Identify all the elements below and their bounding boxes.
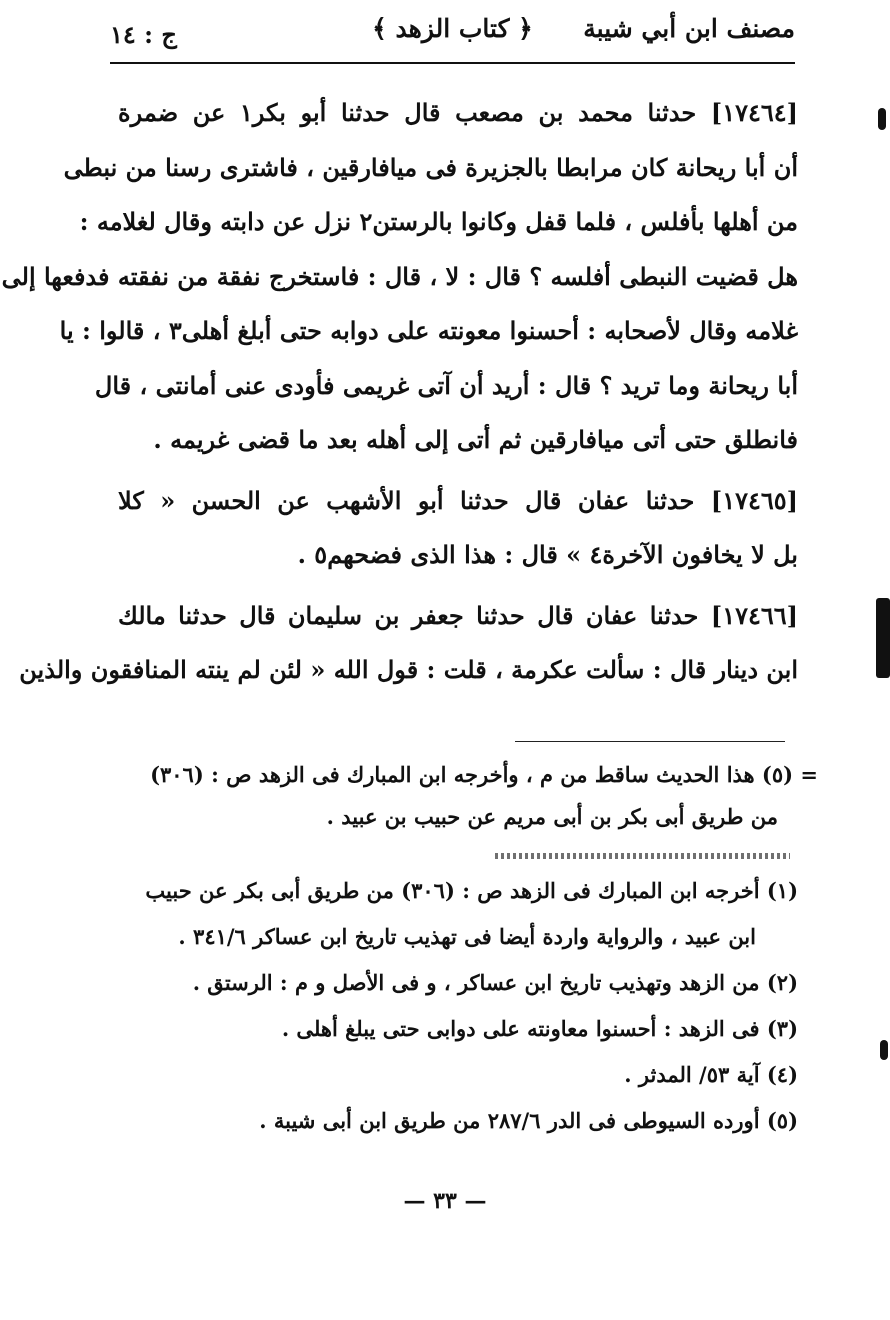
text-line: [١٧٤٦٦] حدثنا عفان قال حدثنا جعفر بن سليمان قال حدثنا مالك [118,600,798,630]
footnote-2: (٢) من الزهد وتهذيب تاريخ ابن عساكر ، و فى الأصل و م : الرستق . [192,970,798,995]
footnote-1: (١) أخرجه ابن المبارك فى الزهد ص : (٣٠٦) من طريق أبى بكر عن حبيب [145,878,798,903]
scan-mark [876,598,890,678]
footnote-4: (٤) آية ٥٣/ المدثر . [624,1062,798,1087]
book-title: مصنف ابن أبي شيبة [583,14,795,43]
footnotes [118,868,798,1144]
text-line: [١٧٤٦٥] حدثنا عفان قال حدثنا أبو الأشهب عن الحسن « كلا [118,485,798,515]
scan-mark [880,1040,888,1060]
text-line: من أهلها بأفلس ، فلما قفل وكانوا بالرستن٢ نزل عن دابته وقال لغلامه : [79,207,798,236]
chapter-title: ﴿ كتاب الزهد ﴾ [372,14,533,43]
footnote-5: (٥) أورده السيوطى فى الدر ٢٨٧/٦ من طريق ابن أبى شيبة . [259,1108,798,1133]
text-line: أبا ريحانة وما تريد ؟ قال : أريد أن آتى غريمى فأودى عنى أمانتى ، قال [94,370,798,400]
running-header [110,14,795,62]
text-line: أن أبا ريحانة كان مرابطا بالجزيرة فى ميافارقين ، فاشترى رسنا من نبطى [63,152,798,182]
text-line: غلامه وقال لأصحابه : أحسنوا معونته على دوابه حتى أبلغ أهلى٣ ، قالوا : يا [59,316,798,345]
footnote-line: = (٥) هذا الحديث ساقط من م ، وأخرجه ابن المبارك فى الزهد ص : (٣٠٦) [150,762,818,787]
main-text [1,86,798,698]
volume-label: ج : ١٤ [110,20,177,49]
hadith-17465 [118,474,798,583]
scan-mark [878,108,886,130]
footnote-line: من طريق أبى بكر بن أبى مريم عن حبيب بن عبيد . [326,804,778,829]
text-line: [١٧٤٦٤] حدثنا محمد بن مصعب قال حدثنا أبو بكر١ عن ضمرة [118,98,798,127]
header-rule [110,62,795,64]
footnote-3: (٣) فى الزهد : أحسنوا معاونته على دوابى حتى يبلغ أهلى . [281,1016,798,1041]
hadith-17464 [1,86,798,468]
wavy-separator [495,853,790,859]
text-line: ابن دينار قال : سألت عكرمة ، قلت : قول الله « لئن لم ينته المنافقون والذين [19,655,798,684]
hadith-17466 [19,589,798,698]
continued-footnote [118,754,818,838]
text-line: فانطلق حتى أتى ميافارقين ثم أتى إلى أهله بعد ما قضى غريمه . [153,425,798,454]
footnote-separator [515,741,785,742]
page-number: — ٣٣ — [403,1188,487,1214]
text-line: بل لا يخافون الآخرة٤ » قال : هذا الذى فضحهم٥ . [297,540,798,569]
footnote-1-cont: ابن عبيد ، والرواية واردة أيضا فى تهذيب تاريخ ابن عساكر ٣٤١/٦ . [178,924,756,949]
text-line: هل قضيت النبطى أفلسه ؟ قال : لا ، قال : فاستخرج نفقة من نفقته فدفعها إلى [1,261,798,291]
